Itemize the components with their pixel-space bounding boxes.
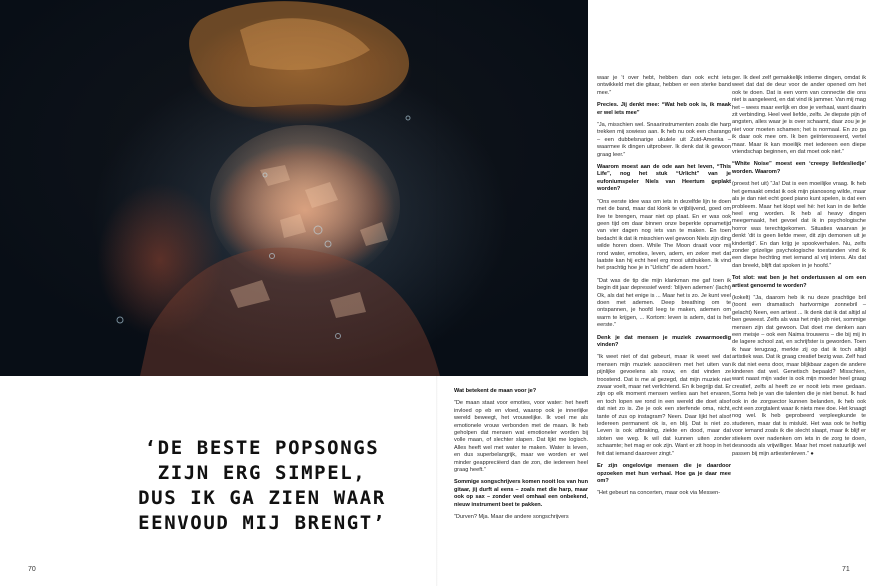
interview-question: Waarom moest aan de ode aan het leven, “This Life”, nog het stuk “Urlicht” van je eufoniumspeler Niels van Heertum geplakt worden? — [597, 164, 731, 193]
interview-answer: “Dat was de tip die mijn klankman me gaf toen ik begin dit jaar depressief werd: ‘blijven ademen’ (lacht) Ok, als dat het enige is ... Maar het is zo. Je kunt veel doen met ademen. Deep breathing om te ontspannen, je hoofd leeg te maken, ademen om warm te krijgen, ... Kortom: leven is adem, dat is het eerste.” — [597, 277, 731, 329]
interview-question: Sommige songschrijvers komen nooit los van hun gitaar, jij durft al eens – zoals met die harp, maar ook op sax – zonder veel omhaal een onbekend, nieuw instrument beet te pakken. — [454, 479, 588, 508]
interview-question: Er zijn ongelovige mensen die je daardoor opzoeken met hun verhaal. Hoe ga je daar mee om? — [597, 463, 731, 484]
interview-question: Precies. Jij denkt mee: “Wat heb ook is, ik maak er wel iets mee” — [597, 102, 731, 116]
page-number-right: 71 — [842, 566, 850, 573]
interview-answer: “Ons eerste idee was om iets in dezelfde lijn te doen met de band, maar dat klonk te vrijblijvend, goed om live te brengen, maar niet op plaat. En er was ook geen tijd om daar binnen onze beperkte opnametijd van vier dagen nog iets van te maken. En toen bedacht ik dat ik misschien wel gewoon Niels zijn ding wilde horen doen. While The Moon draait voor mij rond water, emoties, leven, adem, en zeker met dat laatste kan hij echt heel erg mooi uitdrukken. Ik vind het prachtig hoe je in “Urlicht” de adem hoort.” — [597, 198, 732, 272]
text-column-2 — [597, 75, 731, 503]
text-column-3 — [732, 75, 866, 463]
interview-question: “White Noise” moest een ‘creepy liefdesliedje’ worden. Waarom? — [732, 161, 866, 175]
interview-answer: waar je ’t over hebt, hebben dan ook echt iets ontwikkeld met die gitaar, hebben er een sterke band mee.” — [597, 75, 731, 96]
page-number-left: 70 — [28, 566, 36, 573]
interview-answer: “Het gebeurt na concerten, maar ook via Messen- — [597, 490, 721, 497]
interview-question: Tot slot: wat ben je het ondertussen al om een artiest genoemd te worden? — [732, 275, 866, 289]
interview-answer: (proest het uit) “Ja! Dat is een moeilijke vraag. Ik heb het gemaakt omdat ik ook mijn pianosong wilde, maar als je dan niet echt goed piano kunt spelen, is dat een probleem. Maar het klopt wel hè: het kan in de liefde heel eng worden. Ik heb al heavy dingen meegemaakt, het gevoel dat ik in psychologische horror was terechtgekomen. Situaties waarvan je denkt ‘dit is geen liefde meer, dit zijn demonen uit je kindertijd’. En dan krijg je spookverhalen. Nu, zelfs zonder grizelige psychologische toestanden vind ik een diepe hechting met iemand al vrij intens. Als dat dan breekt, blijft dat spoken in je hoofd.” — [732, 181, 866, 269]
interview-answer: “De maan staat voor emoties, voor water: het heeft invloed op eb en vloed, waarop ook je innerlijke wereld beweegt, het vrouwelijke. Ik voel me als emotionele vrouw verbonden met de maan. Ik heb geholpen dat mensen wat emotioneler worden bij volle maan, of slechter slapen. Dat lijkt me logisch. Alles heeft wel met water te maken. Water is leven, en dus superbelangrijk, maar we worden er wel minder geappreciëerd dan de zon, die iedereen heel graag heeft.” — [454, 400, 588, 474]
photo-light-caustics — [0, 0, 588, 376]
interview-answer: “Ik weet niet of dat gebeurt, maar ik weet wel dat mensen mijn muziek associëren met het uiten van pijnlijke gevoelens als rouw, en dat vinden ze troostend. Dat is me al gezegd, dat mijn muziek niet zwaar voelt, maar net verlichtend. En ik begrijp dat. Er zijn op elk moment mensen verlies aan het ervaren, en toch lopen we rond in een wereld die doet alsof dat niet zo is. Zie je ook een sterfende oma, nicht, tante of zus op instagram? Neen. Daar lijkt het alsof iedereen permanent ok is, en blij. Dat is niet zo. Leven is ook afbraking, ziekte en dood, maar dat sloten we weg. Ik wil dat kunnen uiten zonder schaamte; het mag er ook zijn. Want er zit hoop in het feit dat iemand daarover zingt.” — [597, 354, 732, 457]
pull-quote: ‘DE BESTE POPSONGS ZIJN ERG SIMPEL, DUS IK GA ZIEN WAAR EENVOUD MIJ BRENGT’ — [138, 437, 386, 534]
interview-answer: (kokelt) “Ja, daarom heb ik nu deze prachtige bril (toont een dramatisch hartvormige zonnebril – gelacht) Neen, een artiest ... Ik denk dat ik dat altijd al ben geweest. Zelfs als was het mijn job niet, sommige mensen zijn dat gewoon. Dat doet me denken aan een meisje – ook een Naima trouwens – die bij mij in de lagere school zat, en schrijfster is geworden. Toen ik haar terugzag, merkte zij op dat ik toch altijd artistiek was. Dat ik graag creatief bezig was. Zelf had ik dat niet eens door, maar blijkbaar zagen de andere kinderen dat wel. Genetisch bepaald? Misschien, want naast mijn vader is ook mijn moeder heel graag creatief, zelfs al heeft ze er nooit iets mee gedaan. Soms heb je van die talenten die je niet benut. Ik had ook in de zorgsector kunnen belanden, ik heb ook echt een zorgtalent waar ik niets mee doe. Het knaagt nog wel. Ik heb geprobeerd verpleegkunde te studeren, maar dat is mislukt. Het was ook te heftig voor iemand zoals ik die slecht slaapt, maar ik blijf er stiekem over nadenken om iets in de zorg te doen, desnoods als vrijwilliger. Maar het moet natuurlijk wel passen bij mijn artiestenleven.” ● — [732, 294, 866, 457]
interview-answer: “Durven? Mja. Maar die andere songschrijvers — [454, 514, 569, 521]
text-column-1 — [454, 388, 588, 527]
interview-answer: ger. Ik deel zelf gemakkelijk intieme dingen, omdat ik weet dat dat de deur voor de ander opened om het ook te doen. Dat is een vorm van connectie die ons niet is aangeleerd, en dat vind ik jammer. Van mij mag het – wees maar eerlijk en doe je verhaal, want daarin zit verbinding. Heel veel liefde, zelfs. Je diepste pijn of angsten, alles waar je is over schaamt, daar zou je je niet voor moeten schamen; het is normaal. En zo ga ik daar ook mee om. Ik ben geïnteresseerd, vertel maar. Maar ik kan moeilijk met iedereen een diepe vriendschap beginnen, en dat moet ook niet.” — [732, 75, 867, 156]
interview-question: Wat betekent de maan voor je? — [454, 388, 537, 394]
interview-answer: “Ja, misschien wel. Snaarinstrumenten zoals die harp trekken mij sowieso aan. Ik heb nu ook een charango – een dubbelsnarige ukulele uit Zuid-Amerika – waarmee ik dingen uitprobeer. Ik denk dat ik gewoon graag leer.” — [597, 122, 731, 158]
underwater-portrait-image — [0, 0, 588, 376]
interview-question: Denk je dat mensen je muziek zwaarmoedig vinden? — [597, 334, 731, 348]
